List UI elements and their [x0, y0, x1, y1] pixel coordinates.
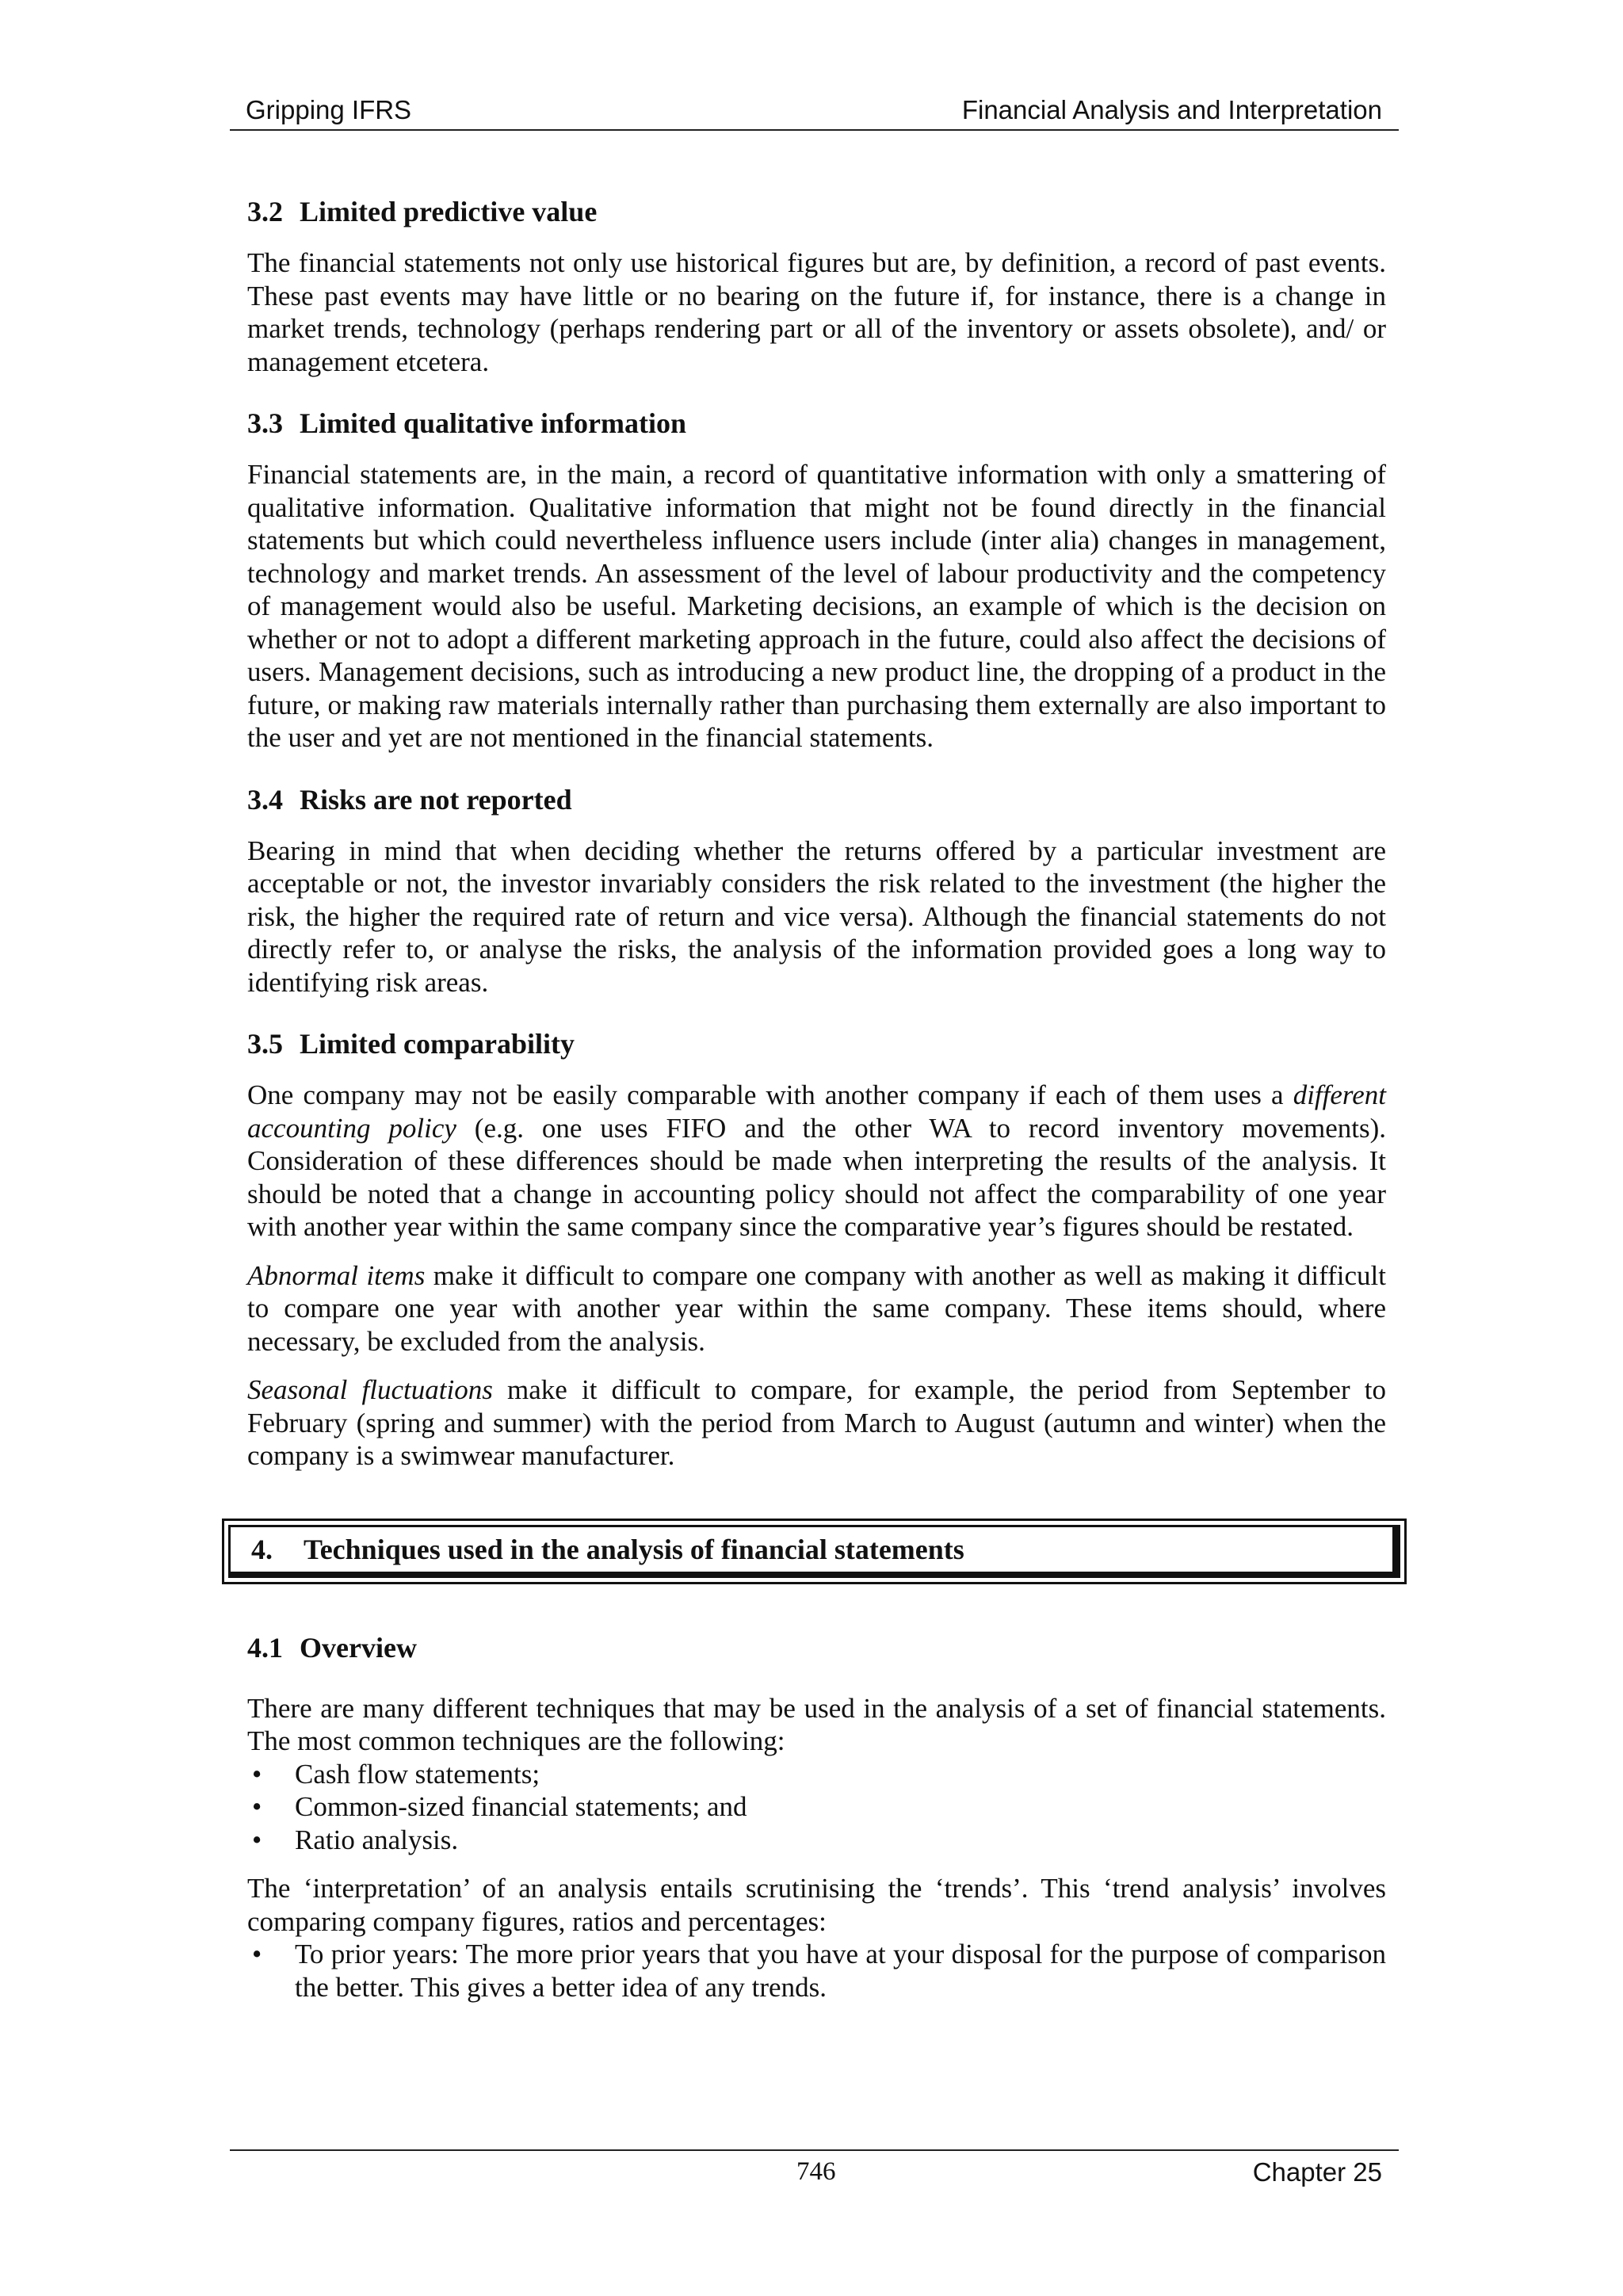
- page-number: 746: [796, 2157, 836, 2186]
- paragraph: Abnormal items make it difficult to compare one company with another as well as making it difficult to compare one year with another year within the same company. These items should, where necessary, be excluded from the analysis.: [247, 1259, 1387, 1357]
- running-header-title: Gripping IFRS: [246, 95, 412, 124]
- paragraph: The financial statements not only use historical figures but are, by definition, a record of past events. These past events may have little or no bearing on the future if, for instance, there is a change in market trends, technology (perhaps rendering part or all of the inventory or assets obsolete), and/ or management etcetera.: [247, 247, 1386, 377]
- paragraph: The ‘interpretation’ of an analysis entails scrutinising the ‘trends’. This ‘trend analysis’ involves comparing company figures, ratios and percentages:: [247, 1873, 1386, 1937]
- running-header-chapter-title: Financial Analysis and Interpretation: [961, 95, 1382, 124]
- emphasis: Abnormal items: [247, 1259, 426, 1291]
- section-heading-4-1: 4.1 Overview: [247, 1631, 417, 1664]
- paragraph: There are many different techniques that may be used in the analysis of a set of financial statements. The most common techniques are the following:: [247, 1692, 1386, 1756]
- chapter-section-box: [222, 1519, 1407, 1584]
- paragraph: Financial statements are, in the main, a record of quantitative information with only a smattering of qualitative information. Qualitative information that might not be found directly in the financial statements but which could nevertheless influence users include (inter alia) changes in management, technology and market trends. An assessment of the level of labour productivity and the competency of management would also be useful. Marketing decisions, an example of which is the decision on whether or not to adopt a different marketing approach in the future, could also affect the decisions of users. Management decisions, such as introducing a new product line, the dropping of a product in the future, or making raw materials internally rather than purchasing them externally are also important to the user and yet are not mentioned in the financial statements.: [247, 459, 1386, 753]
- paragraph: One company may not be easily comparable with another company if each of them uses a different accounting policy (e.g. one uses FIFO and the other WA to record inventory movements). Consideration of these differences should be made when interpreting the results of the analysis. It should be noted that a change in accounting policy should not affect the comparability of one year with another year within the same company since the comparative year’s figures should be restated.: [247, 1079, 1386, 1242]
- list-item: • Cash flow statements;: [252, 1758, 540, 1790]
- list-item: • Common-sized financial statements; and: [252, 1791, 747, 1822]
- section-heading-3-4: 3.4 Risks are not reported: [247, 783, 572, 816]
- emphasis: different accounting policy: [247, 1079, 1386, 1144]
- section-heading-3-5: 3.5 Limited comparability: [247, 1028, 575, 1060]
- paragraph: Seasonal fluctuations make it difficult to compare, for example, the period from September to February (spring and summer) with the period from March to August (autumn and winter) when the company is a swimwear manufacturer.: [247, 1374, 1387, 1471]
- page-body: [247, 194, 1386, 2019]
- list-item: • Ratio analysis.: [252, 1824, 459, 1855]
- header-rule: [230, 129, 1399, 131]
- paragraph: Bearing in mind that when deciding whether the returns offered by a particular investment are acceptable or not, the investor invariably considers the risk related to the investment (the higher the risk, the higher the required rate of return and vice versa). Although the financial statements do not directly refer to, or analyse the risks, the analysis of the information provided goes a long way to identifying risk areas.: [247, 835, 1386, 998]
- technique-list: [247, 1758, 1386, 1857]
- emphasis: Seasonal fluctuations: [247, 1374, 493, 1405]
- section-heading-4: 4. Techniques used in the analysis of financial statements: [251, 1533, 964, 1565]
- section-heading-3-2: 3.2 Limited predictive value: [247, 196, 598, 227]
- list-item: • To prior years: The more prior years that you have at your disposal for the purpose of comparison the better. This gives a better idea of any trends.: [252, 1939, 1386, 2003]
- chapter-label: Chapter 25: [1252, 2157, 1382, 2187]
- trend-list: [247, 1938, 1386, 2004]
- footer-rule: [230, 2149, 1399, 2151]
- section-heading-3-3: 3.3 Limited qualitative information: [247, 407, 686, 439]
